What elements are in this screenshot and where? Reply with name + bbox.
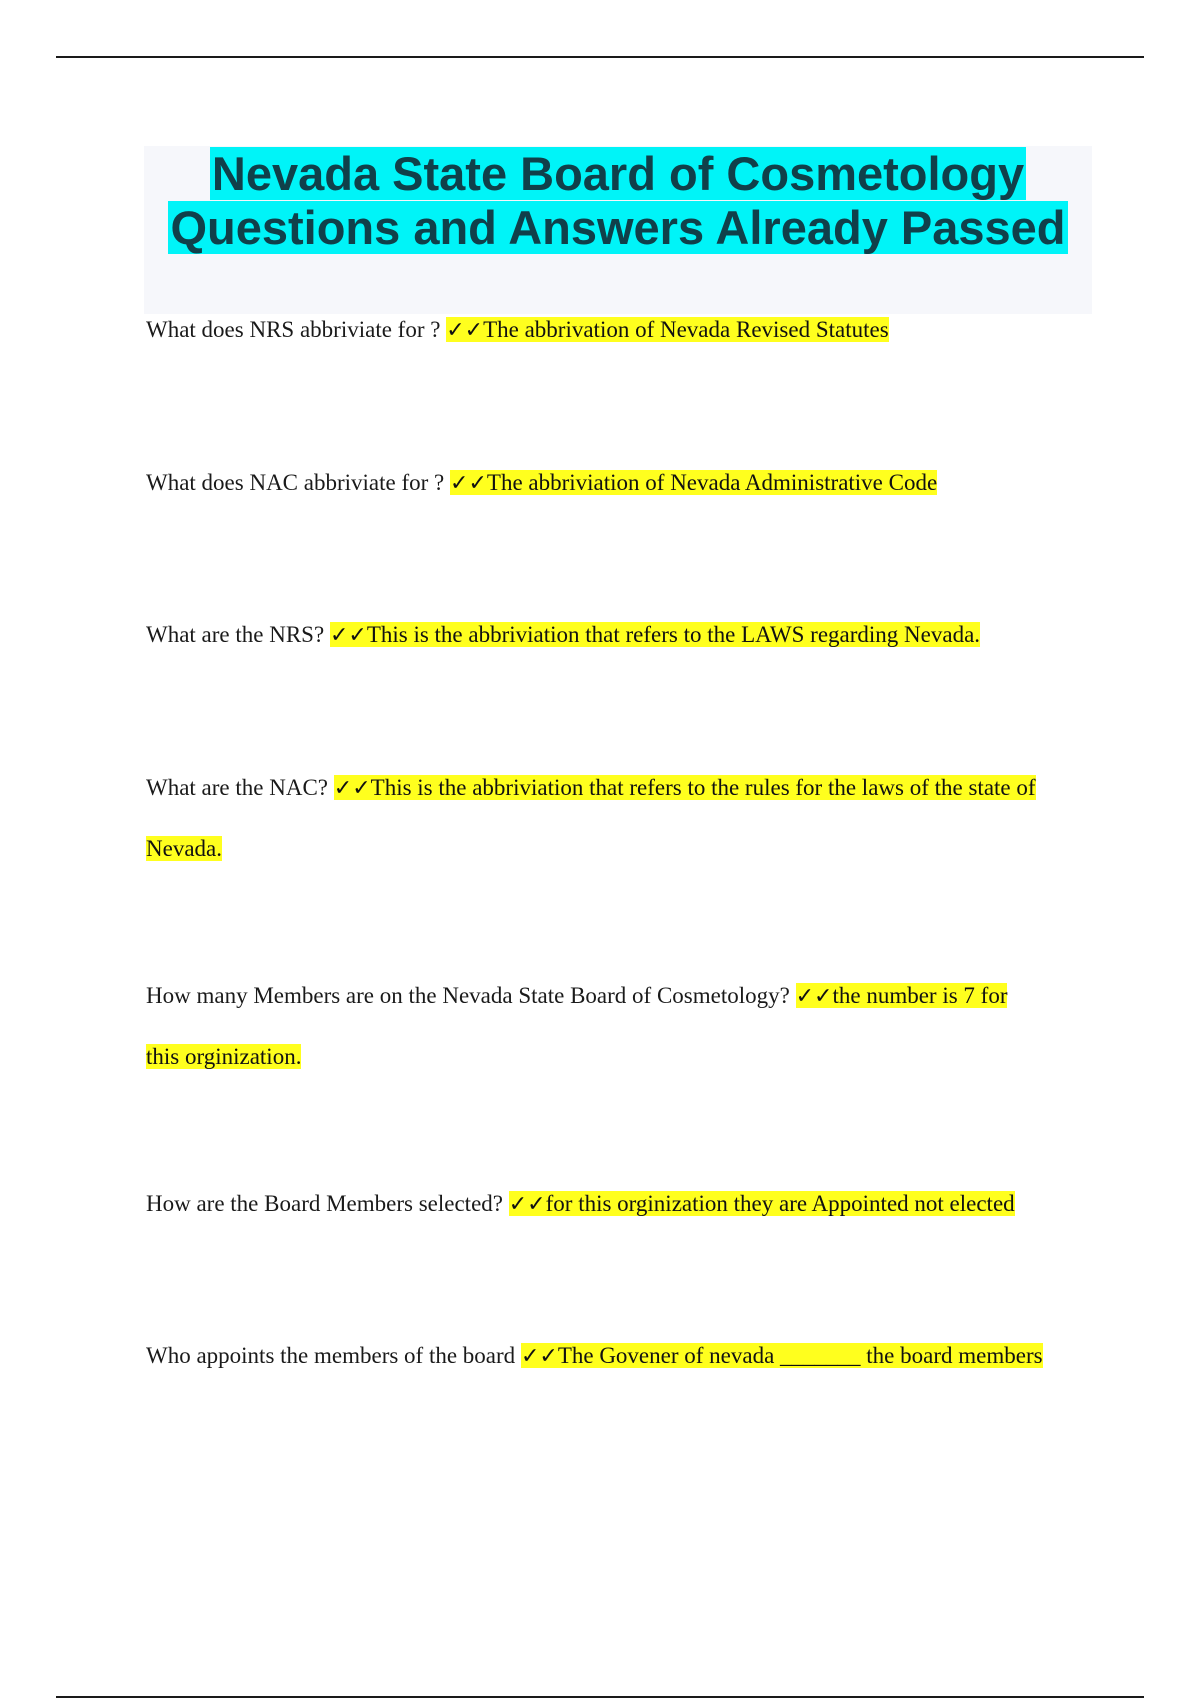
- check-icon: ✓✓: [333, 776, 371, 801]
- answer-highlight: [334, 775, 1036, 800]
- question-text: What does NRS abbriviate for ?: [146, 317, 441, 342]
- answer-text-continued: this orginization.: [146, 1044, 302, 1069]
- answer-text: This is the abbriviation that refers to the rules for the laws of the state of: [370, 775, 1036, 800]
- qa-item: [146, 452, 1096, 514]
- answer-highlight: [509, 1191, 1015, 1216]
- qa-item: [146, 757, 1096, 819]
- qa-item: [146, 1325, 1096, 1387]
- check-icon: ✓✓: [450, 471, 487, 496]
- question-text: Who appoints the members of the board: [146, 1343, 516, 1368]
- qa-item-continuation: [146, 1026, 1096, 1087]
- document-title-line-1: Nevada State Board of Cosmetology: [211, 147, 1025, 200]
- answer-highlight: [330, 622, 980, 647]
- check-icon: ✓✓: [520, 1344, 558, 1369]
- question-text: What does NAC abbriviate for ?: [146, 470, 445, 495]
- answer-text-continued: Nevada.: [146, 836, 222, 861]
- qa-item-continuation: [146, 818, 1096, 879]
- title-block: [144, 146, 1092, 314]
- answer-highlight: [446, 317, 888, 342]
- qa-item: [146, 604, 1096, 666]
- check-icon: ✓✓: [795, 984, 833, 1009]
- question-text: What are the NAC?: [146, 775, 329, 800]
- qa-item: [146, 1173, 1096, 1235]
- question-text: What are the NRS?: [146, 622, 325, 647]
- check-icon: ✓✓: [329, 623, 367, 648]
- answer-text: The abbrivation of Nevada Revised Statutes: [483, 317, 889, 342]
- answer-text: The abbriviation of Nevada Administrative Code: [486, 470, 938, 495]
- check-icon: ✓✓: [446, 318, 484, 343]
- answer-highlight: [521, 1343, 1043, 1368]
- header-rule: [56, 56, 1144, 58]
- question-text: How many Members are on the Nevada State Board of Cosmetology?: [146, 983, 790, 1008]
- answer-highlight: [450, 470, 937, 495]
- document-title-line-2: Questions and Answers Already Passed: [170, 201, 1066, 254]
- qa-item: [146, 299, 1096, 361]
- question-text: How are the Board Members selected?: [146, 1191, 503, 1216]
- answer-text: The Govener of nevada _______ the board members: [557, 1343, 1043, 1368]
- footer-rule: [56, 1696, 1144, 1698]
- answer-text: the number is 7 for: [832, 983, 1008, 1008]
- answer-highlight: [796, 983, 1008, 1008]
- answer-text: for this orginization they are Appointed not elected: [545, 1191, 1015, 1216]
- check-icon: ✓✓: [508, 1192, 546, 1217]
- answer-text: This is the abbriviation that refers to the LAWS regarding Nevada.: [366, 622, 981, 647]
- qa-item: [146, 965, 1096, 1027]
